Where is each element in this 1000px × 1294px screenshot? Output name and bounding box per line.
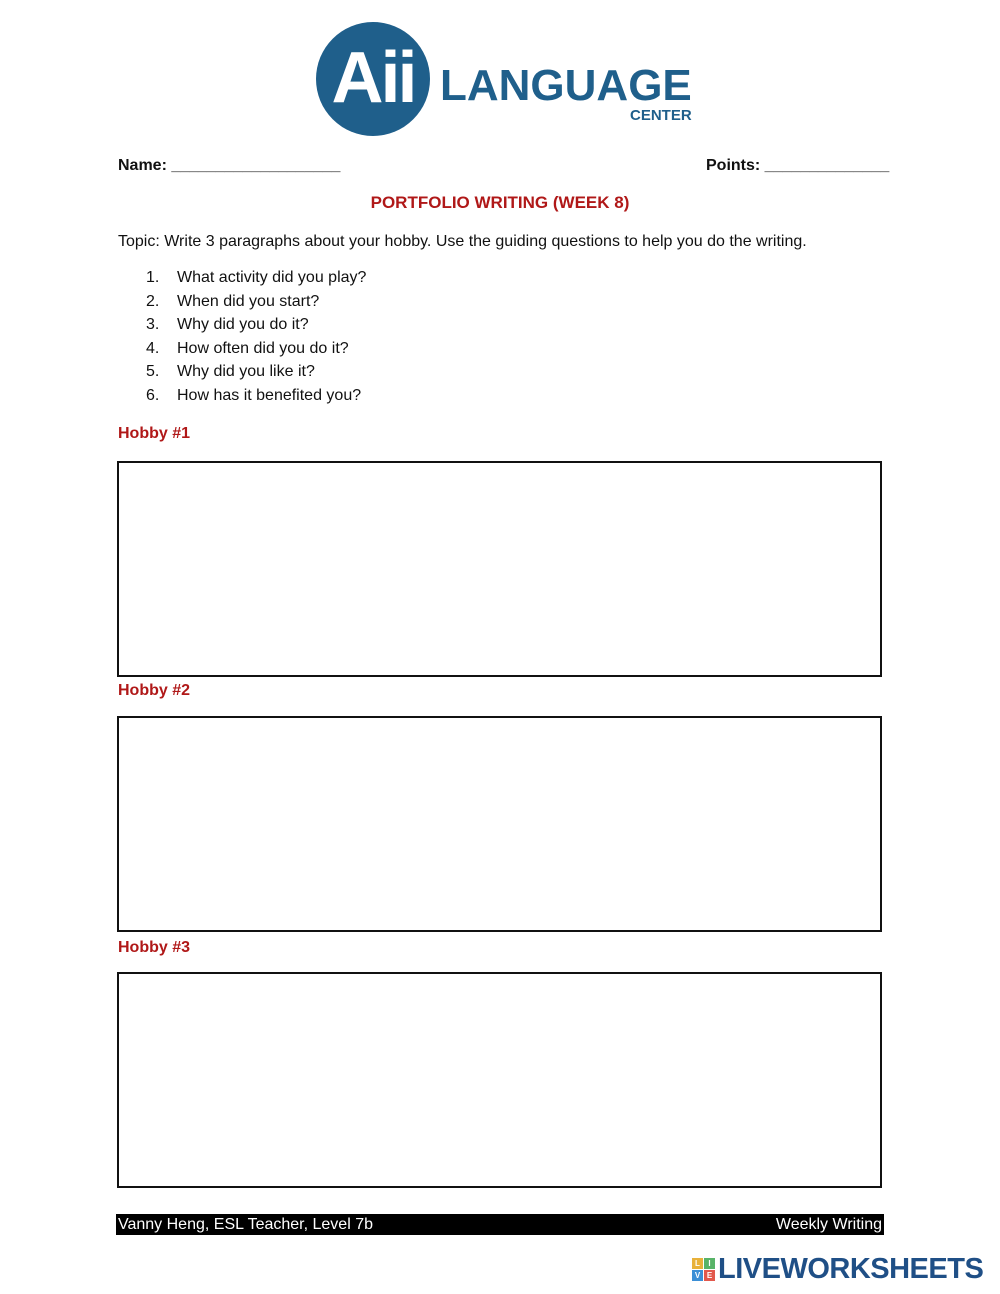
footer-author: Vanny Heng, ESL Teacher, Level 7b — [118, 1216, 373, 1233]
question-text: How has it benefited you? — [177, 386, 362, 404]
question-number: 3. — [146, 316, 160, 334]
logo-square: I — [704, 1258, 715, 1269]
question-text: How often did you do it? — [177, 339, 349, 357]
logo-square: E — [704, 1270, 715, 1281]
question-text: When did you start? — [177, 292, 320, 310]
logo-mark: Aii — [331, 38, 415, 118]
topic-instructions: Topic: Write 3 paragraphs about your hobby. Use the guiding questions to help you do the writing. — [118, 233, 807, 250]
question-text: What activity did you play? — [177, 269, 367, 286]
liveworksheets-logo-icon — [692, 1258, 716, 1282]
logo-subtitle: CENTER — [630, 107, 692, 124]
page-title: PORTFOLIO WRITING (WEEK 8) — [370, 193, 630, 212]
question-number: 6. — [146, 386, 160, 404]
brand-logo — [316, 22, 716, 138]
hobby-1-writing-box[interactable] — [117, 461, 882, 677]
hobby-3-label: Hobby #3 — [118, 939, 191, 956]
points-field[interactable]: Points: ______________ — [706, 157, 890, 174]
name-field[interactable]: Name: ___________________ — [118, 157, 341, 174]
liveworksheets-brand — [692, 1252, 992, 1286]
logo-square: L — [692, 1258, 703, 1269]
logo-square: V — [692, 1270, 703, 1281]
question-text: Why did you like it? — [177, 363, 315, 381]
question-number: 2. — [146, 292, 160, 310]
logo-wordmark: LANGUAGE — [440, 61, 692, 110]
liveworksheets-wordmark: LIVEWORKSHEETS — [718, 1253, 984, 1285]
footer-bar — [116, 1214, 884, 1235]
question-number: 5. — [146, 363, 160, 381]
hobby-2-writing-box[interactable] — [117, 716, 882, 932]
question-number: 4. — [146, 339, 160, 357]
footer-label: Weekly Writing — [775, 1216, 882, 1233]
hobby-1-label: Hobby #1 — [118, 425, 191, 442]
hobby-2-label: Hobby #2 — [118, 682, 191, 699]
hobby-3-writing-box[interactable] — [117, 972, 882, 1188]
question-text: Why did you do it? — [177, 316, 309, 334]
question-number: 1. — [146, 269, 160, 286]
